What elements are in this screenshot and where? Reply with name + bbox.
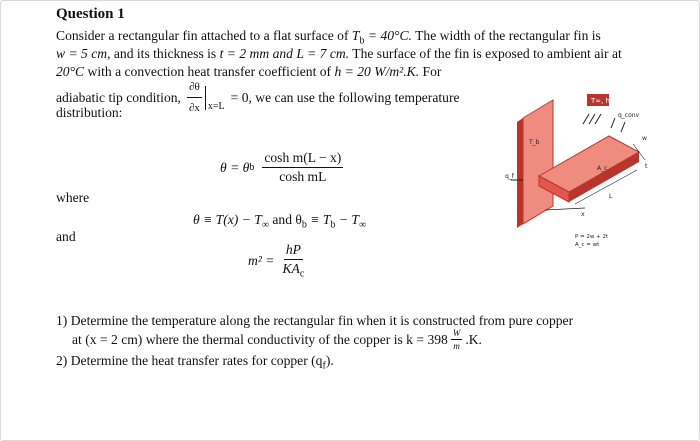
- perimeter-formula: P = 2w + 2t: [575, 234, 609, 240]
- partial-derivative: $\frac{\partial\theta}{\partial x}$: [187, 78, 202, 117]
- problem-line-4: adiabatic tip condition, $\frac{\partial\theta}{\partial x}$ $_{x=L}$ = 0, we can use the following temperature: [56, 78, 460, 117]
- definition-equation: $\theta \equiv T(x) - T_\infty$ and $\theta_b \equiv T_b - T_\infty$: [193, 212, 367, 231]
- problem-line-5: distribution:: [56, 105, 123, 120]
- eval-bar: [205, 86, 206, 110]
- m-squared-equation: m² = $\frac{hP}{KA_c}$: [248, 242, 305, 280]
- area-formula: A_c = wt: [575, 242, 600, 248]
- t-label: t: [645, 163, 648, 170]
- theta-equation: θ = θ b $\frac{\text{cosh m(L − x)}}{\text{cosh mL}}$: [220, 150, 342, 184]
- x-axis-line: [545, 208, 585, 210]
- problem-line-3: 20°C with a convection heat transfer coefficient of h = 20 W/m².K. For: [56, 64, 442, 79]
- qconv-label: q_conv: [618, 112, 640, 119]
- w-label: w: [642, 135, 647, 142]
- task-1-line-1: 1) Determine the temperature along the rectangular fin when it is constructed from pure copper: [56, 313, 574, 328]
- problem-line-2: w = 5 cm, and its thickness is t = 2 mm and L = 7 cm. The surface of the fin is exposed to ambient air at: [56, 46, 622, 61]
- base-wall-front: [523, 100, 553, 224]
- task-2: 2) Determine the heat transfer rates for copper $(q_f)$.: [56, 353, 334, 372]
- tb-label: T_b: [529, 139, 540, 146]
- ac-label: A_c: [597, 165, 608, 172]
- fin-figure: [505, 88, 655, 258]
- qf-label: q_f: [505, 173, 514, 180]
- problem-line-1: Consider a rectangular fin attached to a flat surface of $T_b = 40^\circ C$. The width of the rectangular fin is: [56, 28, 601, 47]
- question-title: Question 1: [56, 6, 125, 22]
- x-label: x: [581, 211, 585, 218]
- l-label: L: [609, 193, 613, 200]
- tinf-label: T∞, h: [591, 97, 610, 105]
- conductivity-unit: $\frac{W}{m}$: [452, 328, 461, 351]
- base-wall-side: [517, 118, 523, 228]
- hp-fraction: $\frac{hP}{KA_c}$: [282, 242, 305, 280]
- and-label: and: [56, 229, 76, 244]
- cosh-fraction: $\frac{\text{cosh m(L − x)}}{\text{cosh mL}}$: [264, 150, 342, 184]
- where-label: where: [56, 190, 90, 205]
- task-1-line-2: at (x = 2 cm) where the thermal conductivity of the copper is k = 398 $\frac{W}{m}$ .K.: [72, 328, 482, 351]
